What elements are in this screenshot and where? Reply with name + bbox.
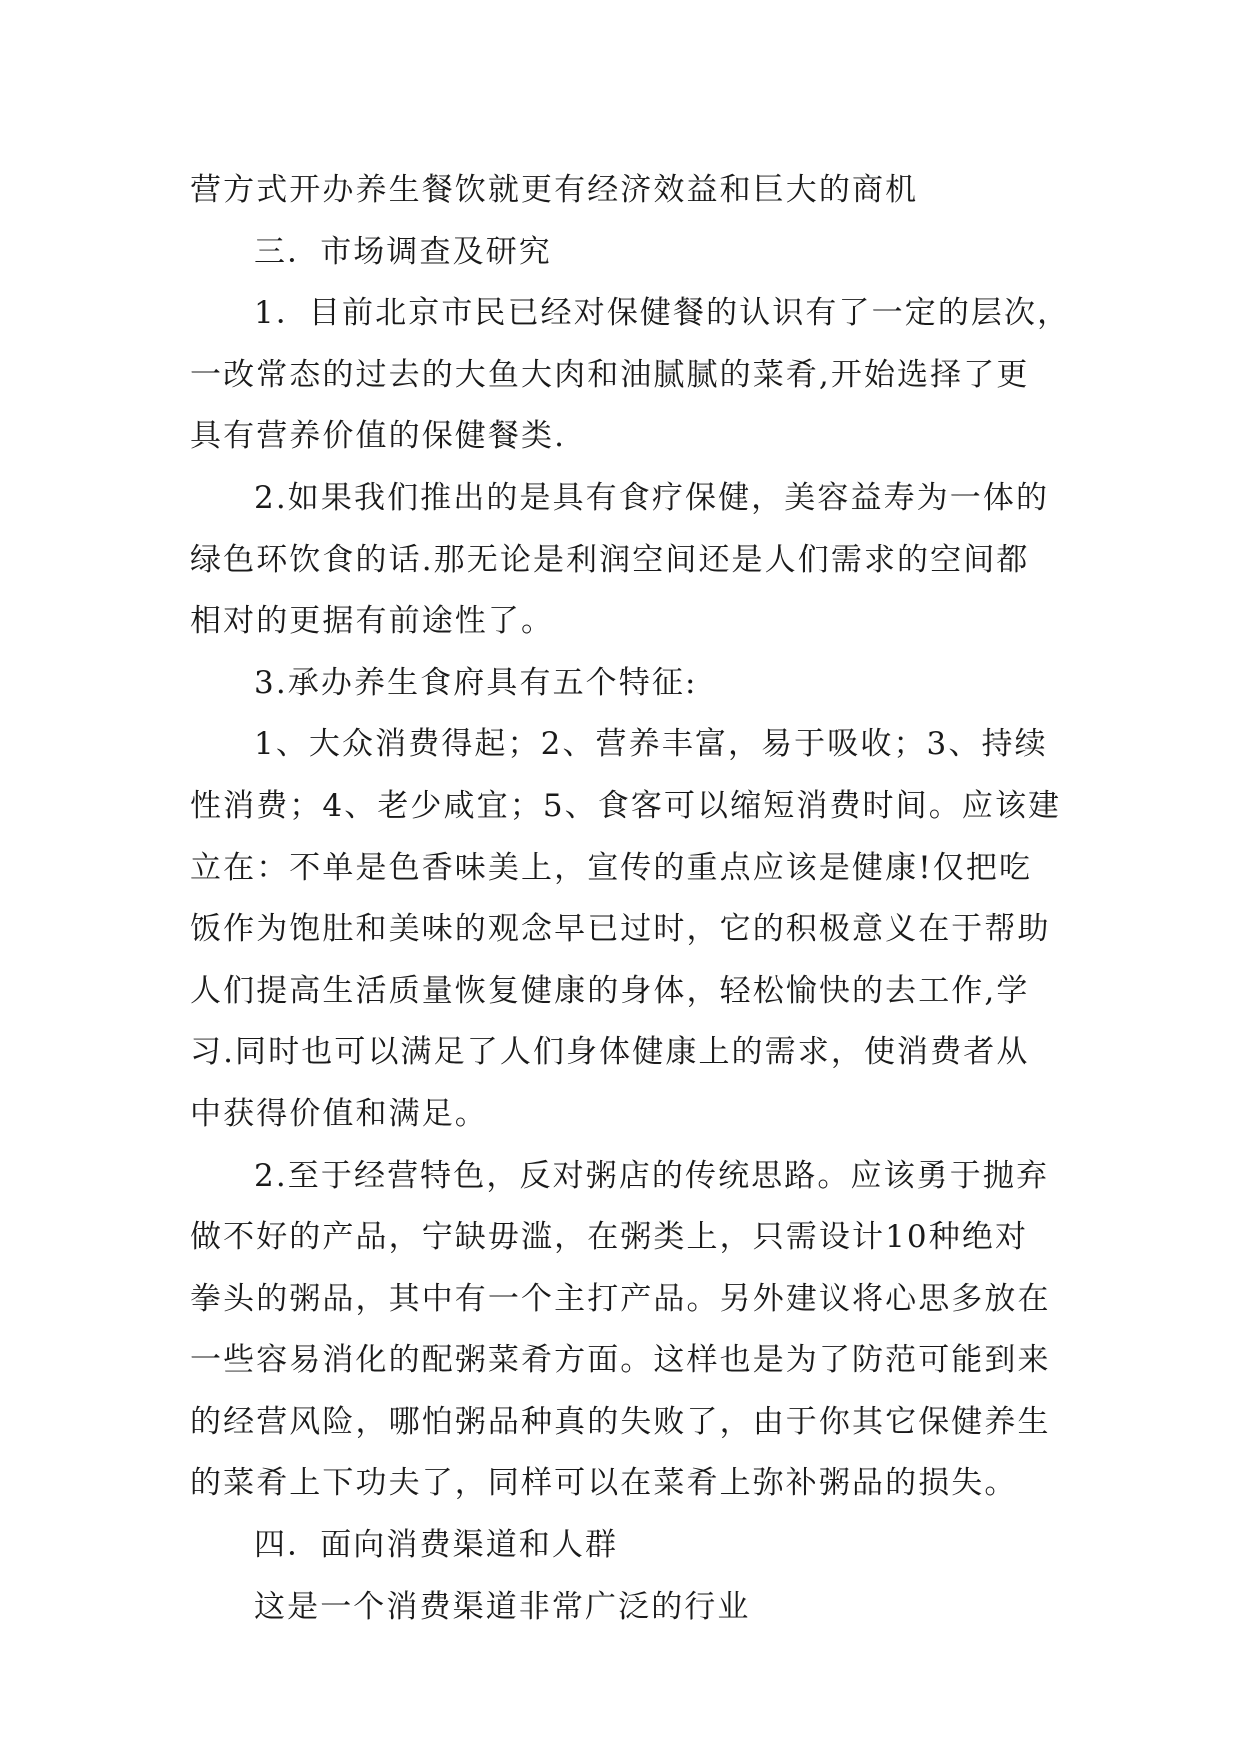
text-line: 中获得价值和满足。 xyxy=(190,1095,488,1132)
text-line: 的经营风险，哪怕粥品种真的失败了，由于你其它保健养生 xyxy=(190,1403,1051,1440)
text-line: 做不好的产品，宁缺毋滥，在粥类上，只需设计10种绝对 xyxy=(190,1219,1029,1256)
text-line: 1、大众消费得起；2、营养丰富，易于吸收；3、持续 xyxy=(254,726,1048,763)
text-line: 这是一个消费渠道非常广泛的行业 xyxy=(254,1588,751,1625)
text-line: 拳头的粥品，其中有一个主打产品。另外建议将心思多放在 xyxy=(190,1280,1051,1317)
text-line: 一改常态的过去的大鱼大肉和油腻腻的菜肴,开始选择了更 xyxy=(190,356,1030,393)
text-line: 人们提高生活质量恢复健康的身体，轻松愉快的去工作,学 xyxy=(190,972,1030,1009)
text-line: 2.至于经营特色，反对粥店的传统思路。应该勇于抛弃 xyxy=(254,1157,1050,1194)
text-line: 一些容易消化的配粥菜肴方面。这样也是为了防范可能到来 xyxy=(190,1342,1051,1379)
text-line: 2.如果我们推出的是具有食疗保健，美容益寿为一体的 xyxy=(254,479,1050,516)
text-line: 饭作为饱肚和美味的观念早已过时，它的积极意义在于帮助 xyxy=(190,911,1051,948)
text-line: 习.同时也可以满足了人们身体健康上的需求，使消费者从 xyxy=(190,1034,1030,1071)
heading-market-research: 三．市场调查及研究 xyxy=(254,233,552,270)
text-line: 绿色环饮食的话.那无论是利润空间还是人们需求的空间都 xyxy=(190,541,1030,578)
text-line: 相对的更据有前途性了。 xyxy=(190,603,555,640)
text-line: 3.承办养生食府具有五个特征: xyxy=(254,664,698,701)
text-line: 具有营养价值的保健餐类. xyxy=(190,418,567,455)
text-line: 1．目前北京市民已经对保健餐的认识有了一定的层次， xyxy=(254,295,1071,332)
text-line: 营方式开办养生餐饮就更有经济效益和巨大的商机 xyxy=(190,172,919,208)
heading-consumer-channels: 四．面向消费渠道和人群 xyxy=(254,1527,619,1564)
text-line: 性消费；4、老少咸宜；5、食客可以缩短消费时间。应该建 xyxy=(190,787,1062,824)
text-line: 的菜肴上下功夫了，同样可以在菜肴上弥补粥品的损失。 xyxy=(190,1465,1018,1502)
body-text xyxy=(190,160,1071,1638)
text-line: 立在：不单是色香味美上，宣传的重点应该是健康!仅把吃 xyxy=(190,849,1033,886)
